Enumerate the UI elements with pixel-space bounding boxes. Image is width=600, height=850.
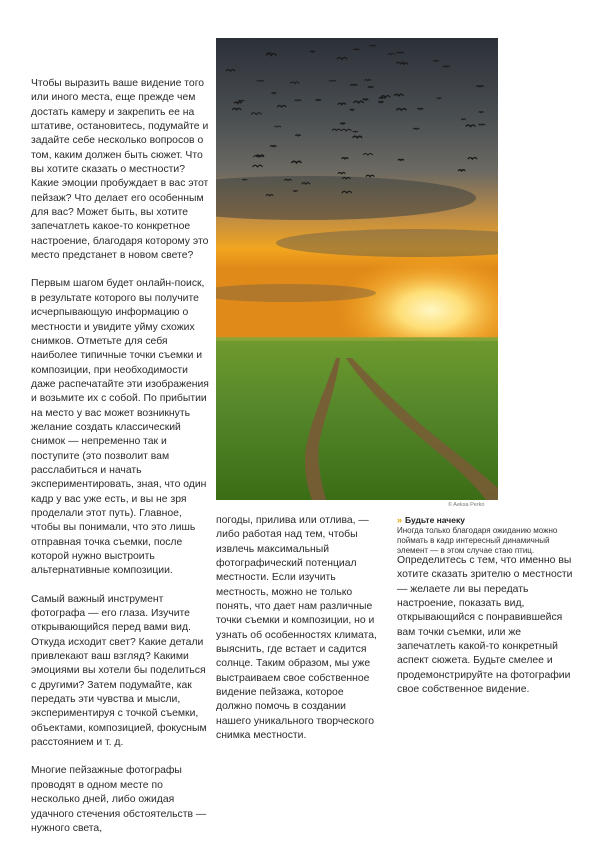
- bird: [378, 102, 383, 103]
- paragraph-online-search: Первым шагом будет онлайн-поиск, в результате которого вы получите исчерпывающую информацию о местности и увидите уйму схожих снимков. Отметьте для себя наиболее типичные точки съемки и композиции, при необходимости даже распечатайте эти изображения и возьмите их с собой. По прибытии на место у вас может возникнуть желание создать классический снимок — непременно так и поступите (это позволит вам расслабиться и начать экспериментировать, зная, что один кадр у вас уже есть, и вы не зря проделали этот путь). Главное, чтобы вы понимали, что это лишь отправная точка съемки, после которой нужно выстроить альтернативные композиции.: [31, 278, 209, 577]
- text-column-2: [216, 514, 382, 758]
- paragraph-waiting: Многие пейзажные фотографы проводят в одном месте по несколько дней, либо ожидая удачного стечения обстоятельств — нужного света,: [31, 765, 207, 834]
- tip-title: [397, 515, 577, 525]
- bird: [234, 102, 241, 103]
- tip-box: [397, 515, 577, 556]
- bird: [295, 135, 300, 136]
- text-column-3: [397, 554, 575, 711]
- bird: [270, 146, 276, 147]
- landscape-photo-svg: [216, 38, 498, 500]
- tip-title-text: Будьте начеку: [405, 515, 465, 525]
- bird: [342, 158, 349, 159]
- text-column-1: [31, 77, 209, 850]
- bird: [368, 87, 373, 88]
- photo-credit: © Aeksa Рerko: [448, 502, 485, 508]
- bird: [479, 112, 484, 113]
- paragraph-define-message: Определитесь с тем, что именно вы хотите сказать зрителю о местности — желаете ли вы передать настроение, показать вид, открывающийся с понравившейся вам точки съемки, или же запечатлеть какой-то конкретный аспект сюжета. Будьте смелее и продемонстрируйте на фотографии свое собственное видение.: [397, 555, 573, 696]
- bird: [272, 93, 277, 94]
- bird: [379, 97, 385, 98]
- bird: [398, 159, 404, 160]
- paragraph-local-study: погоды, прилива или отлива, — либо работая над тем, чтобы извлечь максимальный фотографический потенциал местности. Если изучить местность, можно не только понять, что дает нам различные точки съемки и композиции, но и узнать об особенностях климата, выяснить, где встает и садится солнце. Таким образом, мы уже выстраиваем свое собственное видение пейзажа, которое должно помочь в создании нашего уникального творческого снимка местности.: [216, 515, 377, 742]
- tip-text: Иногда только благодаря ожиданию можно поймать в кадр интересный динамичный элемент — в этом случае стаю птиц.: [397, 526, 558, 555]
- paragraph-intro: Чтобы выразить ваше видение того или иного места, еще прежде чем достать камеру и закрепить ее на штативе, остановитесь, подумайте и задайте себе несколько вопросов о том, каким должен быть сюжет. Что вы хотите сказать о местности? Какие эмоции пробуждает в вас этот пейзаж? Что делает его особенным для вас? Может быть, вы хотите запечатлеть какое-то конкретное настроение, благодаря которому это место предстанет в новом свете?: [31, 78, 209, 262]
- bird: [461, 119, 466, 120]
- bird: [340, 123, 345, 124]
- landscape-photo: [216, 38, 498, 500]
- paragraph-photographer-eyes: Самый важный инструмент фотографа — его глаза. Изучите открывающийся перед вами вид. Откуда исходит свет? Какие детали привлекают ваш взгляд? Какими эмоциями вы хотели бы поделиться с другими? Затем подумайте, как передать эти чувства и мысли, экспериментируя с точкой съемки, объектами, композицией, фокусным расстоянием и т. д.: [31, 593, 207, 749]
- bird: [458, 170, 465, 171]
- bird: [363, 99, 368, 100]
- bird: [310, 51, 315, 52]
- bird: [417, 108, 423, 109]
- horizon-line: [216, 337, 498, 341]
- tip-bullet: »: [397, 515, 403, 525]
- bird: [437, 98, 442, 99]
- bird: [316, 100, 321, 101]
- bird: [293, 191, 297, 192]
- bird: [353, 131, 358, 132]
- bird: [350, 109, 354, 110]
- meadow: [216, 338, 498, 500]
